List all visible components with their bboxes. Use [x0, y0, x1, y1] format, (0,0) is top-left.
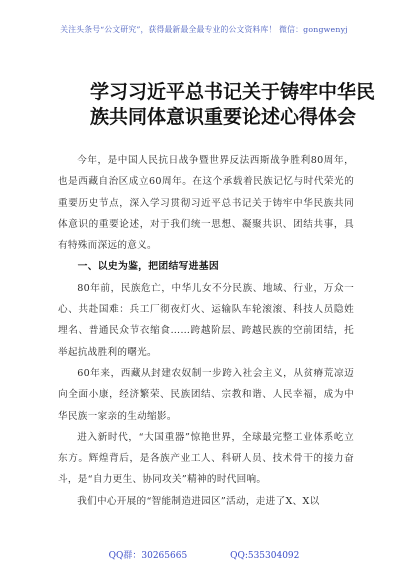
section1-paragraph: 我们中心开展的“智能制造进园区”活动，走进了X、X以 [77, 495, 320, 507]
footer-qq-contact: QQ:535304092 [230, 551, 300, 561]
document-body [58, 150, 354, 512]
header-banner: 关注头条号“公文研究”，获得最新最全最专业的公文资料库！ 微信：gongwenyj [60, 25, 348, 34]
section1-paragraph: 60年来，西藏从封建农奴制一步跨入社会主义，从贫瘠荒凉迈向全面小康，经济繁荣、民族团结、宗教和谐、人民幸福，成为中华民族一家亲的生动缩影。 [58, 367, 354, 422]
document-title: 学习习近平总书记关于铸牢中华民族共同体意识重要论述心得体会 [90, 81, 376, 128]
footer-qq-group: QQ群：30265665 [108, 551, 188, 561]
section-heading-1: 一、以史为鉴，把团结写进基因 [77, 261, 219, 273]
section1-paragraph: 进入新时代，“大国重器”惊艳世界，全球最完整工业体系屹立东方。辉煌背后，是各族产业工人、科研人员、技术骨干的接力奋斗，是“自力更生、协同攻关”精神的时代回响。 [58, 431, 354, 486]
section1-paragraph: 80年前，民族危亡，中华儿女不分民族、地域、行业，万众一心、共赴国难：兵工厂彻夜灯火、运输队车轮滚滚、科技人员隐姓埋名、普通民众节衣缩食……跨越阶层、跨越民族的空前团结，托举起抗战胜利的曙光。 [58, 282, 354, 358]
footer [0, 548, 408, 561]
intro-paragraph: 今年，是中国人民抗日战争暨世界反法西斯战争胜利80周年，也是西藏自治区成立60周年。在这个承载着民族记忆与时代荣光的重要历史节点，深入学习贯彻习近平总书记关于铸牢中华民族共同体意识的重要论述，对于我们统一思想、凝聚共识、团结共事，具有特殊而深远的意义。 [58, 155, 354, 252]
